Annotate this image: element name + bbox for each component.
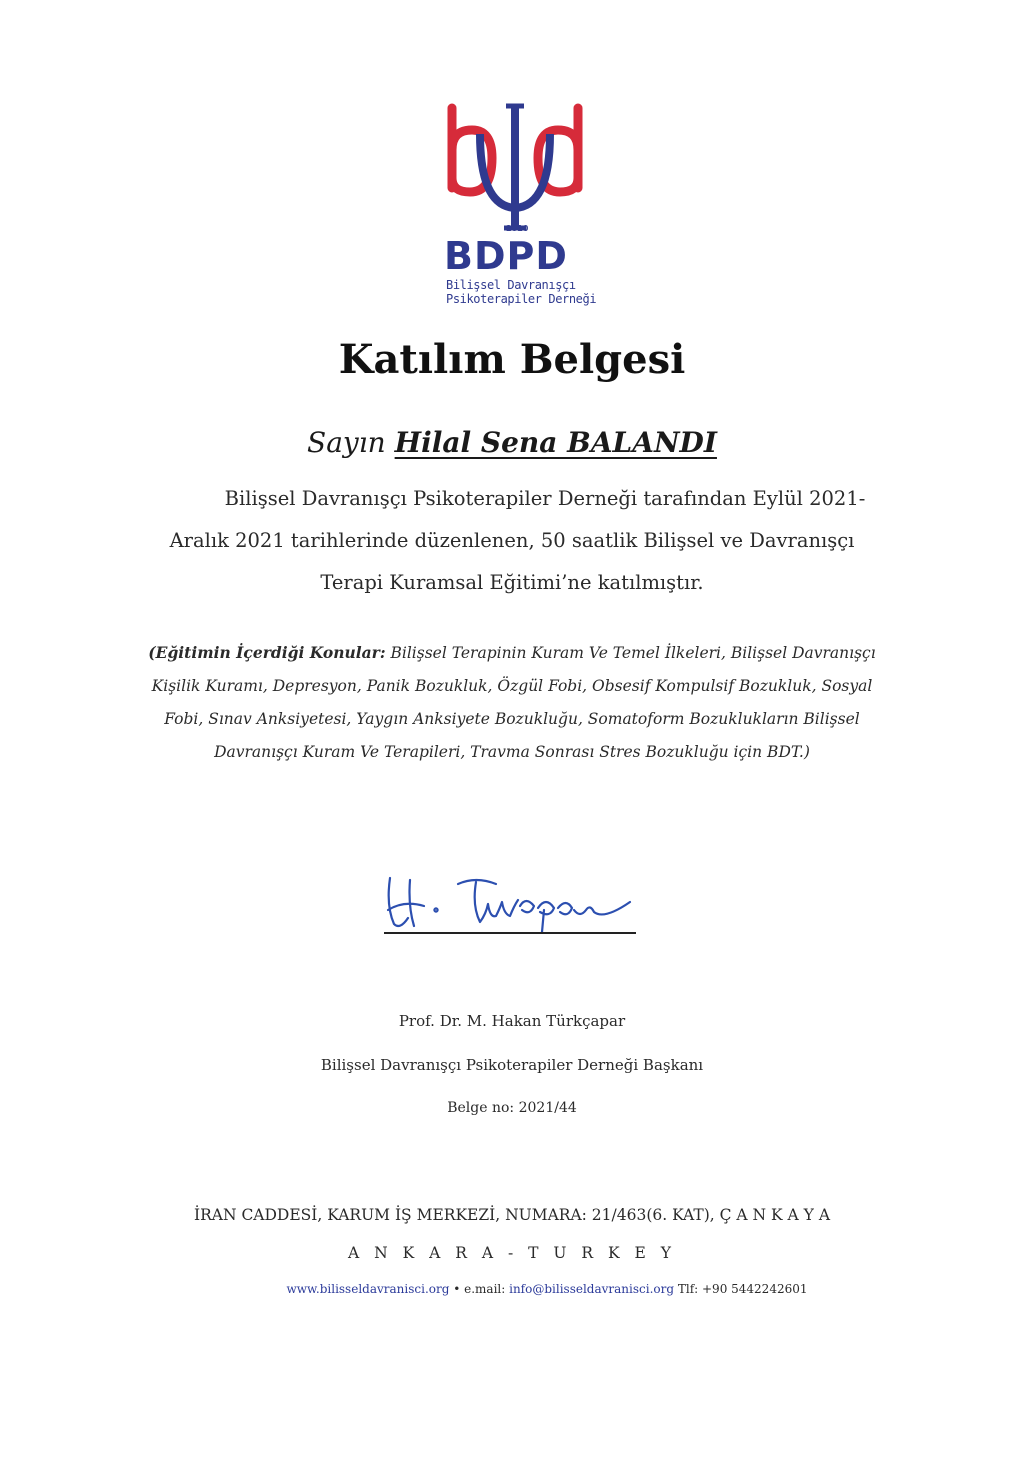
website-link[interactable]: www.bilisseldavranisci.org	[286, 1282, 450, 1296]
email-link[interactable]: info@bilisseldavranisci.org	[509, 1282, 675, 1296]
recipient-name: Hilal Sena BALANDI	[394, 426, 717, 459]
training-topics	[130, 636, 894, 769]
document-number: Belge no: 2021/44	[447, 1100, 577, 1116]
salutation	[0, 426, 1024, 459]
email-separator: • e.mail:	[449, 1282, 510, 1296]
salutation-prefix: Sayın	[307, 426, 386, 459]
organization-logo	[440, 100, 597, 315]
organization-address: İRAN CADDESİ, KARUM İŞ MERKEZİ, NUMARA: 21/463(6. KAT), Ç A N K A Y A	[193, 1206, 831, 1224]
certificate-title: Katılım Belgesi	[338, 336, 686, 383]
logo-org-name-line2: Psikoterapiler Derneği	[446, 292, 597, 306]
topics-list: Bilişsel Terapinin Kuram Ve Temel İlkeleri, Bilişsel Davranışçı Kişilik Kuramı, Depresyon, Panik Bozukluk, Özgül Fobi, Obsesif Kompulsif Bozukluk, Sosyal Fobi, Sınav Anksiyetesi, Yaygın Anksiyete Bozukluğu, Somatoform Bozuklukların Bilişsel Davranışçı Kuram Ve Terapileri, Travma Sonrası Stres Bozukluğu için BDT.)	[151, 644, 876, 761]
contact-info	[0, 1282, 1024, 1296]
logo-acronym: BDPD	[444, 234, 568, 278]
signature-line	[384, 932, 636, 934]
topics-open-paren: (	[148, 643, 156, 662]
logo-org-name-line1: Bilişsel Davranışçı	[446, 278, 576, 292]
logo-year: 2010	[506, 224, 529, 233]
signer-name: Prof. Dr. M. Hakan Türkçapar	[398, 1012, 626, 1030]
certificate-body: Bilişsel Davranışçı Psikoterapiler Derneği tarafından Eylül 2021-Aralık 2021 tarihlerinde düzenlenen, 50 saatlik Bilişsel ve Davranışçı Terapi Kuramsal Eğitimi’ne katılmıştır.	[169, 487, 866, 594]
phone-number: Tlf: +90 5442242601	[674, 1282, 808, 1296]
bdpd-psi-logo-icon	[440, 100, 590, 240]
organization-city: A N K A R A - T U R K E Y	[348, 1244, 676, 1262]
signer-role: Bilişsel Davranışçı Psikoterapiler Derneği Başkanı	[320, 1056, 704, 1074]
topics-label: Eğitimin İçerdiği Konular:	[155, 643, 386, 662]
handwritten-signature-icon	[384, 866, 640, 936]
